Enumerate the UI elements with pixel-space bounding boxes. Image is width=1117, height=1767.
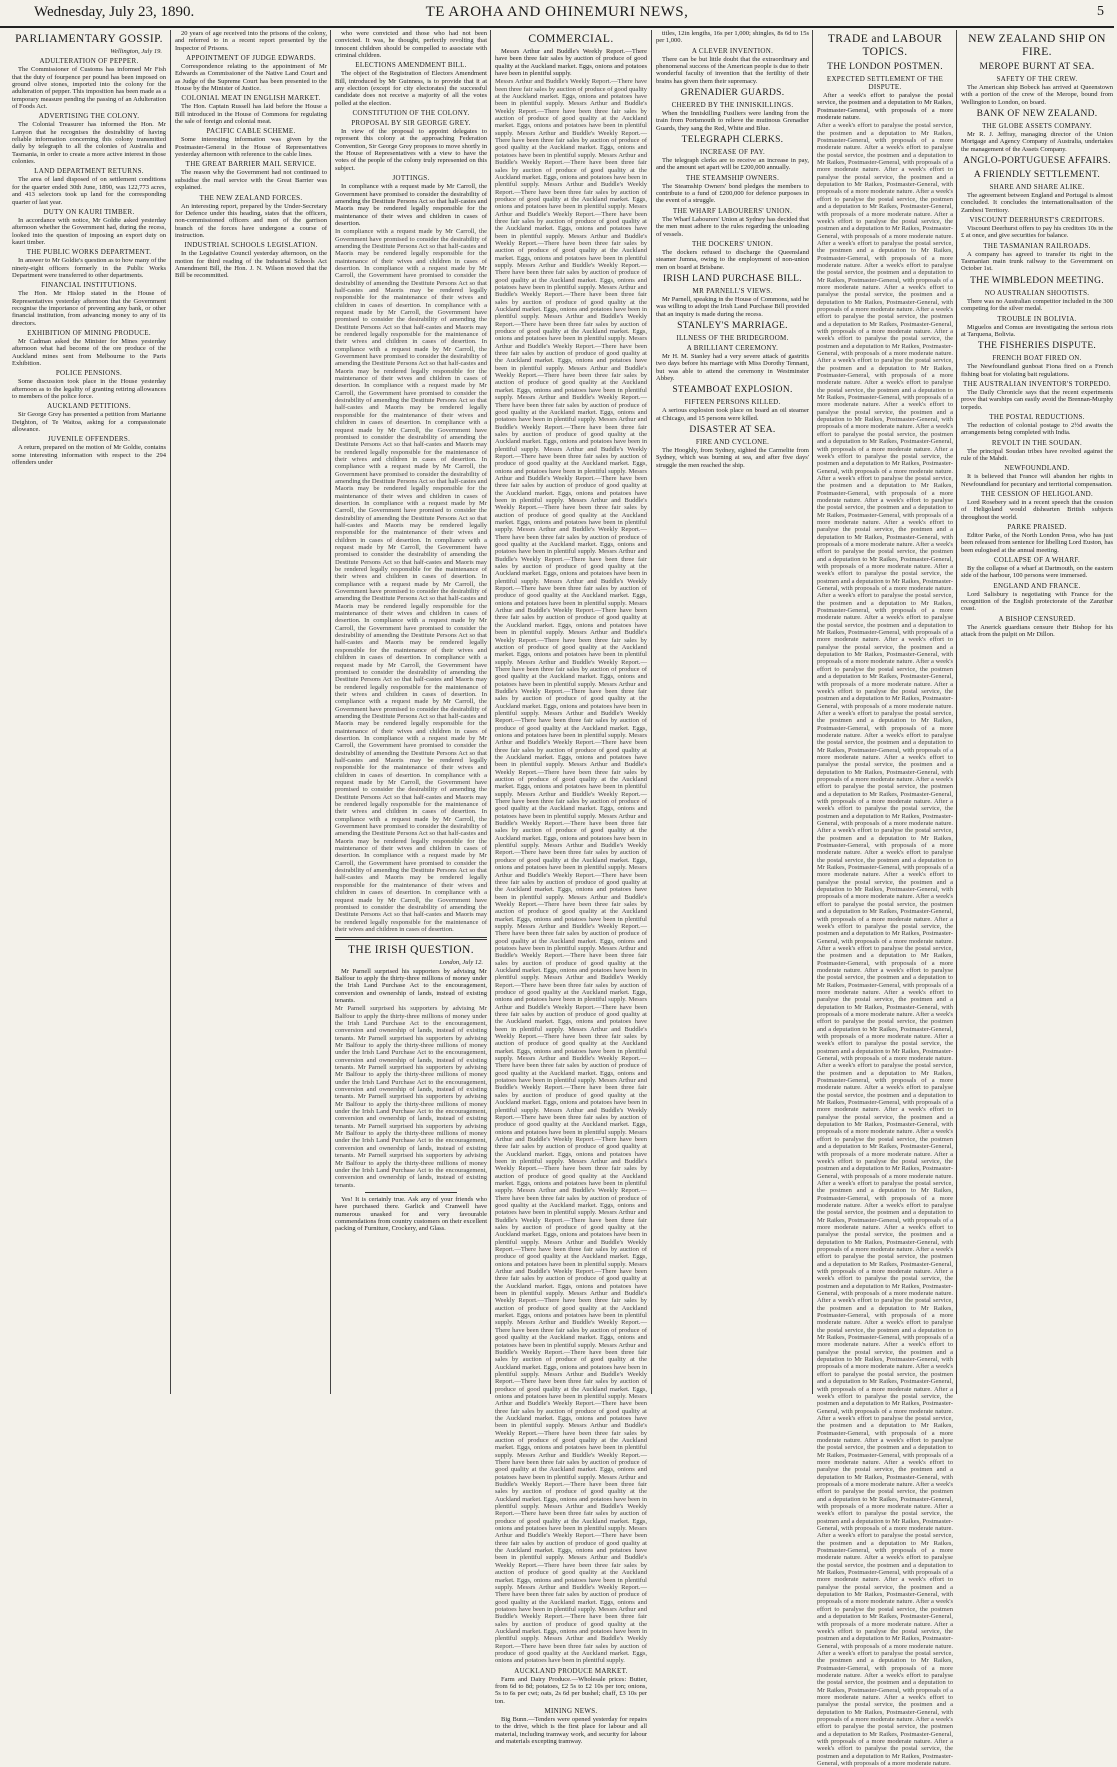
article-heading: ADVERTISING THE COLONY. xyxy=(38,112,140,121)
article-body: The American ship Bobeck has arrived at Queenstown with a portion of the crew of the Merope, bound from Wellington to London, on board. xyxy=(961,84,1113,106)
article-heading: A BISHOP CENSURED. xyxy=(998,614,1076,623)
column-1 xyxy=(8,30,170,1394)
article-list xyxy=(817,62,953,121)
article-body: The Hooghly, from Sydney, sighted the Carmelite from Sydney, which was burning at sea, and after five days' struggle the men reached the ship. xyxy=(656,446,809,469)
article-body: The Colonial Treasurer has informed the Hon. Mr Lanyon that he recognises the desirability of having reliable information concerning this colony transmitted daily by telegraph to all the colonies of Australia and Tasmania, in order to create a more active interest in those colonies. xyxy=(12,121,166,166)
article-heading: VISCOUNT DEERHURST'S CREDITORS. xyxy=(969,216,1105,225)
article-body: By the collapse of a wharf at Dartmouth, on the eastern side of the harbour, 100 persons were immersed. xyxy=(961,565,1113,580)
article-heading: DISASTER AT SEA. xyxy=(689,424,776,435)
article-heading: A FRIENDLY SETTLEMENT. xyxy=(973,170,1101,181)
masthead xyxy=(0,0,1114,28)
article-heading: A BRILLIANT CEREMONY. xyxy=(686,343,779,352)
advertisement: Yes! It is certainly true. Ask any of your friends who have purchased there. Garlick and Cranwell have numerous unasked for and very favourable commendations from country customers on their excellent packing of Furniture, Crockery, and Glass. xyxy=(335,1195,487,1233)
article-heading: THE FISHERIES DISPUTE. xyxy=(977,341,1097,352)
article-heading: PROPOSAL BY SIR GEORGE GREY. xyxy=(351,119,471,128)
article-body: Correspondence relating to the appointment of Mr Edwards as Commissioner of the Native Land Court and as Judge of the Supreme Court has been presented to the House by the Minister of Justice. xyxy=(175,63,327,93)
newspaper-title: TE AROHA AND OHINEMURI NEWS, xyxy=(425,4,689,20)
article-body: Some discussion took place in the House yesterday afternoon as to the legality of granting retiring allowances to members of the police force. xyxy=(12,378,166,401)
article-body: After a week's effort to paralyse the postal service, the postmen and a deputation to Mr Raikes, Postmaster-General, with proposals of a more moderate nature. xyxy=(817,92,953,122)
dateline: London, July 12. xyxy=(439,959,483,967)
article-body: A return, prepared on the motion of Mr Goldie, contains some interesting information with respect to the 294 offenders under xyxy=(12,444,166,467)
article-body: The dockers refused to discharge the Queensland steamer Jumna, owing to the employment of non-union men on board at Brisbane. xyxy=(656,248,809,271)
article-body: The agreement between England and Portugal is almost concluded. It concludes the internationalisation of the Zambesi Territory. xyxy=(961,192,1113,214)
article-heading: THE STEAMSHIP OWNERS. xyxy=(685,173,780,182)
article-body: The Hon. Mr Hislop stated in the House of Representatives yesterday afternoon that the Government recognise the importance of preventing any bank, or other financial institution, from advancing money to any of its directors. xyxy=(12,290,166,327)
article-heading: THE NEW ZEALAND FORCES. xyxy=(199,193,303,202)
trade-labour-heading: TRADE and LABOUR TOPICS. xyxy=(827,33,943,58)
article-heading: ANGLO-PORTUGUESE AFFAIRS. xyxy=(963,156,1111,167)
article-heading: MEROPE BURNT AT SEA. xyxy=(979,62,1095,72)
column-4 xyxy=(490,30,651,1746)
article-body: It is believed that France will abandon her rights in Newfoundland for pecuniary and territorial compensation. xyxy=(961,473,1113,488)
article-body: Lord Rosebery said in a recent speech that the cession of Heligoland would dishearten British subjects throughout the world. xyxy=(961,498,1113,521)
article-heading: CONSTITUTION OF THE COLONY. xyxy=(352,109,470,118)
commercial-filler: Messrs Arthur and Buddle's Weekly Report.—There have been three fair sales by auction of produce of good quality at the Auckland market. Eggs, onions and potatoes have been in plentiful supply. Messrs Arthur and Buddle's Weekly Report.—There have been three fair sales by auction of produce of good quality at the Auckland market. Eggs, onions and potatoes have been in plentiful supply. Messrs Arthur and Buddle's Weekly Report.—There have been three fair sales by auction of produce of good quality at the Auckland market. Eggs, onions and potatoes have been in plentiful supply. Messrs Arthur and Buddle's Weekly Report.—There have been three fair sales by auction of produce of good quality at the Auckland market. Eggs, onions and potatoes have been in plentiful supply. Messrs Arthur and Buddle's Weekly Report.—There have been three fair sales by auction of produce of good quality at the Auckland market. Eggs, onions and potatoes have been in plentiful supply. Messrs Arthur and Buddle's Weekly Report.—There have been three fair sales by auction of produce of good quality at the Auckland market. Eggs, onions and potatoes have been in plentiful supply. Messrs Arthur and Buddle's Weekly Report.—There have been three fair sales by auction of produce of good quality at the Auckland market. Eggs, onions and potatoes have been in plentiful supply. Messrs Arthur and Buddle's Weekly Report.—There have been three fair sales by auction of produce of good quality at the Auckland market. Eggs, onions and potatoes have been in plentiful supply. Messrs Arthur and Buddle's Weekly Report.—There have been three fair sales by auction of produce of good quality at the Auckland market. Eggs, onions and potatoes have been in plentiful supply. Messrs Arthur and Buddle's Weekly Report.—There have been three fair sales by auction of produce of good quality at the Auckland market. Eggs, onions and potatoes have been in plentiful supply. Messrs Arthur and Buddle's Weekly Report.—There have been three fair sales by auction of produce of good quality at the Auckland market. Eggs, onions and potatoes have been in plentiful supply. Messrs Arthur and Buddle's Weekly Report.—There have been three fair sales by auction of produce of good quality at the Auckland market. Eggs, onions and potatoes have been in plentiful supply. Messrs Arthur and Buddle's Weekly Report.—There have been three fair sales by auction of produce of good quality at the Auckland market. Eggs, onions and potatoes have been in plentiful supply. Messrs Arthur and Buddle's Weekly Report.—There have been three fair sales by auction of produce of good quality at the Auckland market. Eggs, onions and potatoes have been in plentiful supply. Messrs Arthur and Buddle's Weekly Report.—There have been three fair sales by auction of produce of good quality at the Auckland market. Eggs, onions and potatoes have been in plentiful supply. Messrs Arthur and Buddle's Weekly Report.—There have been three fair sales by auction of produce of good quality at the Auckland market. Eggs, onions and potatoes have been in plentiful supply. Messrs Arthur and Buddle's Weekly Report.—There have been three fair sales by auction of produce of good quality at the Auckland market. Eggs, onions and potatoes have been in plentiful supply. Messrs Arthur and Buddle's Weekly Report.—There have been three fair sales by auction of produce of good quality at the Auckland market. Eggs, onions and potatoes have been in plentiful supply. Messrs Arthur and Buddle's Weekly Report.—There have been three fair sales by auction of produce of good quality at the Auckland market. Eggs, onions and potatoes have been in plentiful supply. Messrs Arthur and Buddle's Weekly Report.—There have been three fair sales by auction of produce of good quality at the Auckland market. Eggs, onions and potatoes have been in plentiful supply. Messrs Arthur and Buddle's Weekly Report.—There have been three fair sales by auction of produce of good quality at the Auckland market. Eggs, onions and potatoes have been in plentiful supply. Messrs Arthur and Buddle's Weekly Report.—There have been three fair sales by auction of produce of good quality at the Auckland market. Eggs, onions and potatoes have been in plentiful supply. Messrs Arthur and Buddle's Weekly Report.—There have been three fair sales by auction of produce of good quality at the Auckland market. Eggs, onions and potatoes have been in plentiful supply. Messrs Arthur and Buddle's Weekly Report.—There have been three fair sales by auction of produce of good quality at the Auckland market. Eggs, onions and potatoes have been in plentiful supply. Messrs Arthur and Buddle's Weekly Report.—There have been three fair sales by auction of produce of good quality at the Auckland market. Eggs, onions and potatoes have been in plentiful supply. Messrs Arthur and Buddle's Weekly Report.—There have been three fair sales by auction of produce of good quality at the Auckland market. Eggs, onions and potatoes have been in plentiful supply. Messrs Arthur and Buddle's Weekly Report.—There have been three fair sales by auction of produce of good quality at the Auckland market. Eggs, onions and potatoes have been in plentiful supply. Messrs Arthur and Buddle's Weekly Report.—There have been three fair sales by auction of produce of good quality at the Auckland market. Eggs, onions and potatoes have been in plentiful supply. Messrs Arthur and Buddle's Weekly Report.—There have been three fair sales by auction of produce of good quality at the Auckland market. Eggs, onions and potatoes have been in plentiful supply. Messrs Arthur and Buddle's Weekly Report.—There have been three fair sales by auction of produce of good quality at the Auckland market. Eggs, onions and potatoes have been in plentiful supply. Messrs Arthur and Buddle's Weekly Report.—There have been three fair sales by auction of produce of good quality at the Auckland market. Eggs, onions and potatoes have been in plentiful supply. Messrs Arthur and Buddle's Weekly Report.—There have been three fair sales by auction of produce of good quality at the Auckland market. Eggs, onions and potatoes have been in plentiful supply. Messrs Arthur and Buddle's Weekly Report.—There have been three fair sales by auction of produce of good quality at the Auckland market. Eggs, onions and potatoes have been in plentiful supply. Messrs Arthur and Buddle's Weekly Report.—There have been three fair sales by auction of produce of good quality at the Auckland market. Eggs, onions and potatoes have been in plentiful supply. Messrs Arthur and Buddle's Weekly Report.—There have been three fair sales by auction of produce of good quality at the Auckland market. Eggs, onions and potatoes have been in plentiful supply. Messrs Arthur and Buddle's Weekly Report.—There have been three fair sales by auction of produce of good quality at the Auckland market. Eggs, onions and potatoes have been in plentiful supply. Messrs Arthur and Buddle's Weekly Report.—There have been three fair sales by auction of produce of good quality at the Auckland market. Eggs, onions and potatoes have been in plentiful supply. Messrs Arthur and Buddle's Weekly Report.—There have been three fair sales by auction of produce of good quality at the Auckland market. Eggs, onions and potatoes have been in plentiful supply. Messrs Arthur and Buddle's Weekly Report.—There have been three fair sales by auction of produce of good quality at the Auckland market. Eggs, onions and potatoes have been in plentiful supply. Messrs Arthur and Buddle's Weekly Report.—There have been three fair sales by auction of produce of good quality at the Auckland market. Eggs, onions and potatoes have been in plentiful supply. Messrs Arthur and Buddle's Weekly Report.—There have been three fair sales by auction of produce of good quality at the Auckland market. Eggs, onions and potatoes have been in plentiful supply. Messrs Arthur and Buddle's Weekly Report.—There have been three fair sales by auction of produce of good quality at the Auckland market. Eggs, onions and potatoes have been in plentiful supply. Messrs Arthur and Buddle's Weekly Report.—There have been three fair sales by auction of produce of good quality at the Auckland market. Eggs, onions and potatoes have been in plentiful supply. Messrs Arthur and Buddle's Weekly Report.—There have been three fair sales by auction of produce of good quality at the Auckland market. Eggs, onions and potatoes have been in plentiful supply. Messrs Arthur and Buddle's Weekly Report.—There have been three fair sales by auction of produce of good quality at the Auckland market. Eggs, onions and potatoes have been in plentiful supply. Messrs Arthur and Buddle's Weekly Report.—There have been three fair sales by auction of produce of good quality at the Auckland market. Eggs, onions and potatoes have been in plentiful supply. Messrs Arthur and Buddle's Weekly Report.—There have been three fair sales by auction of produce of good quality at the Auckland market. Eggs, onions and potatoes have been in plentiful supply. Messrs Arthur and Buddle's Weekly Report.—There have been three fair sales by auction of produce of good quality at the Auckland market. Eggs, onions and potatoes have been in plentiful supply. Messrs Arthur and Buddle's Weekly Report.—There have been three fair sales by auction of produce of good quality at the Auckland market. Eggs, onions and potatoes have been in plentiful supply. Messrs Arthur and Buddle's Weekly Report.—There have been three fair sales by auction of produce of good quality at the Auckland market. Eggs, onions and potatoes have been in plentiful supply. Messrs Arthur and Buddle's Weekly Report.—There have been three fair sales by auction of produce of good quality at the Auckland market. Eggs, onions and potatoes have been in plentiful supply. Messrs Arthur and Buddle's Weekly Report.—There have been three fair sales by auction of produce of good quality at the Auckland market. Eggs, onions and potatoes have been in plentiful supply. Messrs Arthur and Buddle's Weekly Report.—There have been three fair sales by auction of produce of good quality at the Auckland market. Eggs, onions and potatoes have been in plentiful supply. Messrs Arthur and Buddle's Weekly Report.—There have been three fair sales by auction of produce of good quality at the Auckland market. Eggs, onions and potatoes have been in plentiful supply. Messrs Arthur and Buddle's Weekly Report.—There have been three fair sales by auction of produce of good quality at the Auckland market. Eggs, onions and potatoes have been in plentiful supply. Messrs Arthur and Buddle's Weekly Report.—There have been three fair sales by auction of produce of good quality at the Auckland market. Eggs, onions and potatoes have been in plentiful supply. Messrs Arthur and Buddle's Weekly Report.—There have been three fair sales by auction of produce of good quality at the Auckland market. Eggs, onions and potatoes have been in plentiful supply. Messrs Arthur and Buddle's Weekly Report.—There have been three fair sales by auction of produce of good quality at the Auckland market. Eggs, onions and potatoes have been in plentiful supply. Messrs Arthur and Buddle's Weekly Report.—There have been three fair sales by auction of produce of good quality at the Auckland market. Eggs, onions and potatoes have been in plentiful supply. Messrs Arthur and Buddle's Weekly Report.—There have been three fair sales by auction of produce of good quality at the Auckland market. Eggs, onions and potatoes have been in plentiful supply. xyxy=(495,78,647,1665)
article-heading: THE POSTAL REDUCTIONS. xyxy=(989,412,1085,421)
section-heading: PARLIAMENTARY GOSSIP. xyxy=(15,33,163,45)
article-heading: COLONIAL MEAT IN ENGLISH MARKET. xyxy=(181,94,321,103)
trade-filler: After a week's effort to paralyse the postal service, the postmen and a deputation to Mr Raikes, Postmaster-General, with proposals of a more moderate nature. After a week's effort to paralyse the postal service, the postmen and a deputation to Mr Raikes, Postmaster-General, with proposals of a more moderate nature. After a week's effort to paralyse the postal service, the postmen and a deputation to Mr Raikes, Postmaster-General, with proposals of a more moderate nature. After a week's effort to paralyse the postal service, the postmen and a deputation to Mr Raikes, Postmaster-General, with proposals of a more moderate nature. After a week's effort to paralyse the postal service, the postmen and a deputation to Mr Raikes, Postmaster-General, with proposals of a more moderate nature. After a week's effort to paralyse the postal service, the postmen and a deputation to Mr Raikes, Postmaster-General, with proposals of a more moderate nature. After a week's effort to paralyse the postal service, the postmen and a deputation to Mr Raikes, Postmaster-General, with proposals of a more moderate nature. After a week's effort to paralyse the postal service, the postmen and a deputation to Mr Raikes, Postmaster-General, with proposals of a more moderate nature. After a week's effort to paralyse the postal service, the postmen and a deputation to Mr Raikes, Postmaster-General, with proposals of a more moderate nature. After a week's effort to paralyse the postal service, the postmen and a deputation to Mr Raikes, Postmaster-General, with proposals of a more moderate nature. After a week's effort to paralyse the postal service, the postmen and a deputation to Mr Raikes, Postmaster-General, with proposals of a more moderate nature. After a week's effort to paralyse the postal service, the postmen and a deputation to Mr Raikes, Postmaster-General, with proposals of a more moderate nature. After a week's effort to paralyse the postal service, the postmen and a deputation to Mr Raikes, Postmaster-General, with proposals of a more moderate nature. After a week's effort to paralyse the postal service, the postmen and a deputation to Mr Raikes, Postmaster-General, with proposals of a more moderate nature. After a week's effort to paralyse the postal service, the postmen and a deputation to Mr Raikes, Postmaster-General, with proposals of a more moderate nature. After a week's effort to paralyse the postal service, the postmen and a deputation to Mr Raikes, Postmaster-General, with proposals of a more moderate nature. After a week's effort to paralyse the postal service, the postmen and a deputation to Mr Raikes, Postmaster-General, with proposals of a more moderate nature. After a week's effort to paralyse the postal service, the postmen and a deputation to Mr Raikes, Postmaster-General, with proposals of a more moderate nature. After a week's effort to paralyse the postal service, the postmen and a deputation to Mr Raikes, Postmaster-General, with proposals of a more moderate nature. After a week's effort to paralyse the postal service, the postmen and a deputation to Mr Raikes, Postmaster-General, with proposals of a more moderate nature. After a week's effort to paralyse the postal service, the postmen and a deputation to Mr Raikes, Postmaster-General, with proposals of a more moderate nature. After a week's effort to paralyse the postal service, the postmen and a deputation to Mr Raikes, Postmaster-General, with proposals of a more moderate nature. After a week's effort to paralyse the postal service, the postmen and a deputation to Mr Raikes, Postmaster-General, with proposals of a more moderate nature. After a week's effort to paralyse the postal service, the postmen and a deputation to Mr Raikes, Postmaster-General, with proposals of a more moderate nature. After a week's effort to paralyse the postal service, the postmen and a deputation to Mr Raikes, Postmaster-General, with proposals of a more moderate nature. After a week's effort to paralyse the postal service, the postmen and a deputation to Mr Raikes, Postmaster-General, with proposals of a more moderate nature. After a week's effort to paralyse the postal service, the postmen and a deputation to Mr Raikes, Postmaster-General, with proposals of a more moderate nature. After a week's effort to paralyse the postal service, the postmen and a deputation to Mr Raikes, Postmaster-General, with proposals of a more moderate nature. After a week's effort to paralyse the postal service, the postmen and a deputation to Mr Raikes, Postmaster-General, with proposals of a more moderate nature. After a week's effort to paralyse the postal service, the postmen and a deputation to Mr Raikes, Postmaster-General, with proposals of a more moderate nature. After a week's effort to paralyse the postal service, the postmen and a deputation to Mr Raikes, Postmaster-General, with proposals of a more moderate nature. After a week's effort to paralyse the postal service, the postmen and a deputation to Mr Raikes, Postmaster-General, with proposals of a more moderate nature. After a week's effort to paralyse the postal service, the postmen and a deputation to Mr Raikes, Postmaster-General, with proposals of a more moderate nature. After a week's effort to paralyse the postal service, the postmen and a deputation to Mr Raikes, Postmaster-General, with proposals of a more moderate nature. After a week's effort to paralyse the postal service, the postmen and a deputation to Mr Raikes, Postmaster-General, with proposals of a more moderate nature. After a week's effort to paralyse the postal service, the postmen and a deputation to Mr Raikes, Postmaster-General, with proposals of a more moderate nature. After a week's effort to paralyse the postal service, the postmen and a deputation to Mr Raikes, Postmaster-General, with proposals of a more moderate nature. After a week's effort to paralyse the postal service, the postmen and a deputation to Mr Raikes, Postmaster-General, with proposals of a more moderate nature. After a week's effort to paralyse the postal service, the postmen and a deputation to Mr Raikes, Postmaster-General, with proposals of a more moderate nature. After a week's effort to paralyse the postal service, the postmen and a deputation to Mr Raikes, Postmaster-General, with proposals of a more moderate nature. After a week's effort to paralyse the postal service, the postmen and a deputation to Mr Raikes, Postmaster-General, with proposals of a more moderate nature. After a week's effort to paralyse the postal service, the postmen and a deputation to Mr Raikes, Postmaster-General, with proposals of a more moderate nature. After a week's effort to paralyse the postal service, the postmen and a deputation to Mr Raikes, Postmaster-General, with proposals of a more moderate nature. After a week's effort to paralyse the postal service, the postmen and a deputation to Mr Raikes, Postmaster-General, with proposals of a more moderate nature. After a week's effort to paralyse the postal service, the postmen and a deputation to Mr Raikes, Postmaster-General, with proposals of a more moderate nature. After a week's effort to paralyse the postal service, the postmen and a deputation to Mr Raikes, Postmaster-General, with proposals of a more moderate nature. After a week's effort to paralyse the postal service, the postmen and a deputation to Mr Raikes, Postmaster-General, with proposals of a more moderate nature. After a week's effort to paralyse the postal service, the postmen and a deputation to Mr Raikes, Postmaster-General, with proposals of a more moderate nature. After a week's effort to paralyse the postal service, the postmen and a deputation to Mr Raikes, Postmaster-General, with proposals of a more moderate nature. After a week's effort to paralyse the postal service, the postmen and a deputation to Mr Raikes, Postmaster-General, with proposals of a more moderate nature. After a week's effort to paralyse the postal service, the postmen and a deputation to Mr Raikes, Postmaster-General, with proposals of a more moderate nature. After a week's effort to paralyse the postal service, the postmen and a deputation to Mr Raikes, Postmaster-General, with proposals of a more moderate nature. After a week's effort to paralyse the postal service, the postmen and a deputation to Mr Raikes, Postmaster-General, with proposals of a more moderate nature. After a week's effort to paralyse the postal service, the postmen and a deputation to Mr Raikes, Postmaster-General, with proposals of a more moderate nature. After a week's effort to paralyse the postal service, the postmen and a deputation to Mr Raikes, Postmaster-General, with proposals of a more moderate nature. After a week's effort to paralyse the postal service, the postmen and a deputation to Mr Raikes, Postmaster-General, with proposals of a more moderate nature. After a week's effort to paralyse the postal service, the postmen and a deputation to Mr Raikes, Postmaster-General, with proposals of a more moderate nature. After a week's effort to paralyse the postal service, the postmen and a deputation to Mr Raikes, Postmaster-General, with proposals of a more moderate nature. After a week's effort to paralyse the postal service, the postmen and a deputation to Mr Raikes, Postmaster-General, with proposals of a more moderate nature. After a week's effort to paralyse the postal service, the postmen and a deputation to Mr Raikes, Postmaster-General, with proposals of a more moderate nature. After a week's effort to paralyse the postal service, the postmen and a deputation to Mr Raikes, Postmaster-General, with proposals of a more moderate nature. After a week's effort to paralyse the postal service, the postmen and a deputation to Mr Raikes, Postmaster-General, with proposals of a more moderate nature. After a week's effort to paralyse the postal service, the postmen and a deputation to Mr Raikes, Postmaster-General, with proposals of a more moderate nature. After a week's effort to paralyse the postal service, the postmen and a deputation to Mr Raikes, Postmaster-General, with proposals of a more moderate nature. After a week's effort to paralyse the postal service, the postmen and a deputation to Mr Raikes, Postmaster-General, with proposals of a more moderate nature. After a week's effort to paralyse the postal service, the postmen and a deputation to Mr Raikes, Postmaster-General, with proposals of a more moderate nature. After a week's effort to paralyse the postal service, the postmen and a deputation to Mr Raikes, Postmaster-General, with proposals of a more moderate nature. After a week's effort to paralyse the postal service, the postmen and a deputation to Mr Raikes, Postmaster-General, with proposals of a more moderate nature. After a week's effort to paralyse the postal service, the postmen and a deputation to Mr Raikes, Postmaster-General, with proposals of a more moderate nature. After a week's effort to paralyse the postal service, the postmen and a deputation to Mr Raikes, Postmaster-General, with proposals of a more moderate nature. xyxy=(817,122,953,1767)
article-heading: NEWFOUNDLAND. xyxy=(1004,464,1070,473)
article-heading: TROUBLE IN BOLIVIA. xyxy=(997,314,1077,323)
article-body: The reason why the Government had not continued to subsidise the mail service with the Great Barrier was explained. xyxy=(175,169,327,192)
article-list xyxy=(12,57,166,466)
article-body: Sir George Grey has presented a petition from Marianne Deighton, of Te Waitoa, asking for a compassionate allowance. xyxy=(12,411,166,434)
article-body: The Daily Chronicle says that the recent experiments prove that warships can easily avoid the Brennan-Murphy torpedo. xyxy=(961,388,1113,411)
article-heading: THE LONDON POSTMEN. xyxy=(827,62,943,72)
article-body: The Newfoundland gunboat Fiona fired on a French fishing boat for violating bait regulations. xyxy=(961,363,1113,378)
column-6 xyxy=(812,30,957,1767)
article-body: In accordance with notice, Mr Goldie asked yesterday afternoon whether the Government had, during the recess, looked into the question of imposing an export duty on kauri timber. xyxy=(12,216,166,246)
article-body: The area of land disposed of on settlement conditions for the quarter ended 30th June, 1890, was 122,773 acres, and 413 selectors took up land for the corresponding quarter of last year. xyxy=(12,176,166,206)
article-heading: THE GREAT BARRIER MAIL SERVICE. xyxy=(185,160,317,169)
article-body: Farm and Dairy Produce.—Wholesale prices: Butter, from 6d to 8d; potatoes, £2 5s to £2 10s per ton; onions, 5s to 6s per cwt; oats, 2s 6d per bushel; chaff, £3 10s per ton. xyxy=(495,1675,647,1705)
article-body: An interesting report, prepared by the Under-Secretary for Defence under this heading, states that the officers, non-commissioned officers and men of the garrison branch of the forces have undergone a course of instruction. xyxy=(175,202,327,239)
article-heading: TELEGRAPH CLERKS. xyxy=(681,135,784,146)
article-heading: THE WIMBLEDON MEETING. xyxy=(970,275,1104,286)
article-body: When the Inniskilling Fusiliers were landing from the train from Portsmouth to relieve the mutinous Grenadier Guards, they sang the Red, White and Blue. xyxy=(656,110,809,132)
article-heading: COLLAPSE OF A WHARF. xyxy=(993,556,1081,565)
article-heading: SHARE AND SHARE ALIKE. xyxy=(989,183,1085,192)
article-heading: POLICE PENSIONS. xyxy=(55,369,123,378)
article-heading: FRENCH BOAT FIRED ON. xyxy=(992,354,1082,363)
article-body: Big Bunn.—Tenders were opened yesterday for repairs to the drive, which is the first place for labour and all material, including tramway work, and security for labour and materials excepting tramway. xyxy=(495,1716,647,1746)
article-body: Lord Salisbury is negotiating with France for the recognition of the English protectorate of the Zanzibar coast. xyxy=(961,590,1113,613)
article-heading: THE WHARF LABOURERS' UNION. xyxy=(672,206,793,215)
article-body: In view of the proposal to appoint delegates to represent this colony at the approaching Federation Convention, Sir George Grey proposes to move shortly in the House of Representatives with a view to have the votes of the people of the colony truly represented on this subject. xyxy=(335,128,487,172)
article-heading: ILLNESS OF THE BRIDEGROOM. xyxy=(676,333,789,342)
article-heading: INCREASE OF PAY. xyxy=(699,148,766,157)
article-body: Miguelos and Comus are investigating the serious riots at Tarquena, Bolivia. xyxy=(961,323,1113,338)
article-heading: AUCKLAND PETITIONS. xyxy=(47,402,131,411)
article-body: A serious explosion took place on board an oil steamer at Chicago, and 15 persons were killed. xyxy=(656,407,809,422)
article-heading: EXPECTED SETTLEMENT OF THE DISPUTE. xyxy=(826,75,944,91)
article-body: The Hon. Captain Russell has laid before the House a Bill introduced in the House of Commons for regulating the sale of foreign and colonial meat. xyxy=(175,103,327,126)
column-5 xyxy=(651,30,813,1394)
page-number: 5 xyxy=(1097,4,1104,19)
article-body: Editor Parke, of the North London Press, who has just been released from sentence for libelling Lord Euston, has been eulogised at the annual meeting. xyxy=(961,532,1113,554)
irish-heading: THE IRISH QUESTION. xyxy=(347,944,475,957)
article-list xyxy=(656,47,809,469)
divider xyxy=(335,937,487,940)
article-body: The telegraph clerks are to receive an increase in pay, and the amount set apart will be £200,000 annually. xyxy=(656,157,809,172)
article-heading: SAFETY OF THE CREW. xyxy=(996,75,1078,83)
article-heading: DUTY ON KAURI TIMBER. xyxy=(43,207,135,216)
article-list xyxy=(495,1667,647,1746)
article-heading: LAND DEPARTMENT RETURNS. xyxy=(34,167,144,176)
article-heading: MR PARNELL'S VIEWS. xyxy=(692,286,773,295)
article-heading: CHEERED BY THE INNISKILLINGS. xyxy=(671,101,794,110)
ship-fire-heading: NEW ZEALAND SHIP ON FIRE. xyxy=(968,33,1106,58)
irish-filler: Mr Parnell surprised his supporters by advising Mr Balfour to apply the thirty-three millions of money under the Irish Land Purchase Act to the encouragement, conversion and ownership of lands, instead of existing tenants. Mr Parnell surprised his supporters by advising Mr Balfour to apply the thirty-three millions of money under the Irish Land Purchase Act to the encouragement, conversion and ownership of lands, instead of existing tenants. Mr Parnell surprised his supporters by advising Mr Balfour to apply the thirty-three millions of money under the Irish Land Purchase Act to the encouragement, conversion and ownership of lands, instead of existing tenants. Mr Parnell surprised his supporters by advising Mr Balfour to apply the thirty-three millions of money under the Irish Land Purchase Act to the encouragement, conversion and ownership of lands, instead of existing tenants. Mr Parnell surprised his supporters by advising Mr Balfour to apply the thirty-three millions of money under the Irish Land Purchase Act to the encouragement, conversion and ownership of lands, instead of existing tenants. Mr Parnell surprised his supporters by advising Mr Balfour to apply the thirty-three millions of money under the Irish Land Purchase Act to the encouragement, conversion and ownership of lands, instead of existing tenants. xyxy=(335,1005,487,1189)
article-continuation: who were convicted and those who had not been convicted. It was, he thought, perfectly revolting that innocent children should be compelled to associate with criminal children. xyxy=(335,30,487,60)
article-heading: IRISH LAND PURCHASE BILL. xyxy=(663,273,802,284)
commercial-heading: COMMERCIAL. xyxy=(528,33,614,45)
article-body: The Wharf Labourers' Union at Sydney has decided that the men must adhere to the rules regarding the unloading of vessels. xyxy=(656,215,809,238)
article-heading: INDUSTRIAL SCHOOLS LEGISLATION. xyxy=(184,241,318,250)
article-heading: APPOINTMENT OF JUDGE EDWARDS. xyxy=(186,54,316,63)
article-body: A company has agreed to transfer its right in the Tasmanian main trunk railway to the Government on October 1st. xyxy=(961,250,1113,273)
article-continuation: 20 years of age received into the prisons of the colony, and referred to in a recent report presented by the Inspector of Prisons. xyxy=(175,30,327,52)
article-body: Mr R. J. Jeffray, managing director of the Union Mortgage and Agency Company of Australia, undertakes the management of the Assets Company. xyxy=(961,131,1113,153)
dateline: Wellington, July 19. xyxy=(110,48,162,55)
article-heading: THE GLOBE ASSETS COMPANY. xyxy=(982,122,1092,131)
column-2 xyxy=(170,30,331,1394)
article-heading: STANLEY'S MARRIAGE. xyxy=(677,320,788,331)
article-heading: ELECTIONS AMENDMENT BILL. xyxy=(355,61,467,70)
article-body: In the Legislative Council yesterday afternoon, on the motion for third reading of the Industrial Schools Act Amendment Bill, the Hon. J. N. Wilson moved that the Bill be recommitted. xyxy=(175,250,327,280)
article-body: Some interesting information was given by the Postmaster-General in the House of Representatives yesterday afternoon with reference to the cable lines. xyxy=(175,136,327,159)
article-heading: THE DOCKERS' UNION. xyxy=(691,239,774,248)
article-body: The Anerick guardians censure their Bishop for his attack from the pulpit on Mr Dillon. xyxy=(961,623,1113,639)
divider xyxy=(365,1192,457,1193)
article-body: Viscount Deerhurst offers to pay his creditors 10s in the £ at once, and give securities for balance. xyxy=(961,225,1113,240)
column-3 xyxy=(330,30,491,1394)
article-heading: GRENADIER GUARDS. xyxy=(680,88,785,99)
article-body: Mr Parnell, speaking in the House of Commons, said he was willing to adopt the Irish Land Purchase Bill provided that an inquiry is made during the recess. xyxy=(656,295,809,318)
column-7 xyxy=(956,30,1117,1394)
article-heading: JUVENILE OFFENDERS. xyxy=(47,435,131,444)
article-heading: PACIFIC CABLE SCHEME. xyxy=(206,127,296,136)
article-heading: FIFTEEN PERSONS KILLED. xyxy=(684,398,781,407)
article-body: The object of the Registration of Electors Amendment Bill, introduced by Mr Guinness, is to provide that it at any election (except for city electorates) the successful candidate does not receive a majority of all the votes polled at the election. xyxy=(335,70,487,107)
article-body: In answer to Mr Goldie's question as to how many of the ninety-eight officers formerly in the Public Works Department were transferred to other departments. xyxy=(12,257,166,279)
article-heading: ENGLAND AND FRANCE. xyxy=(993,581,1081,590)
article-heading: MINING NEWS. xyxy=(544,1707,598,1715)
article-heading: NO AUSTRALIAN SHOOTISTS. xyxy=(984,288,1090,297)
article-list xyxy=(961,62,1113,638)
article-heading: STEAMBOAT EXPLOSION. xyxy=(672,385,793,396)
article-body: Mr H. M. Stanley had a very severe attack of gastritis two days before his marriage with Miss Dorothy Tennant, but was able to attend the ceremony in Westminster Abbey. xyxy=(656,352,809,382)
article-heading: THE TASMANIAN RAILROADS. xyxy=(983,241,1091,250)
article-continuation: titles, 12in lengths, 16s per 1,000; shingles, 8s 6d to 15s per 1,000. xyxy=(656,30,809,45)
article-heading: FIRE AND CYCLONE. xyxy=(695,437,770,446)
article-body: The principal Soudan tribes have revolted against the rule of the Mahdi. xyxy=(961,447,1113,462)
article-body: There was no Australian competitor included in the 300 competing for the silver medal. xyxy=(961,297,1113,313)
article-body: There can be but little doubt that the extraordinary and phenomenal success of the American people is due to their wonderful faculty of invention that the fertility of their brains has given them their supremacy. xyxy=(656,55,809,85)
article-heading: EXHIBITION OF MINING PRODUCE. xyxy=(27,328,151,337)
jottings-body: In compliance with a request made by Mr Carroll, the Government have promised to consider the desirability of amending the Destitute Persons Act so that half-castes and Maoris may be rendered legally responsible for the maintenance of their wives and children in cases of desertion. xyxy=(335,183,487,227)
article-heading: FINANCIAL INSTITUTIONS. xyxy=(41,281,137,290)
article-heading: THE PUBLIC WORKS DEPARTMENT. xyxy=(26,248,152,257)
issue-date: Wednesday, July 23, 1890. xyxy=(34,4,195,20)
article-body: The reduction of colonial postage to 2½d awaits the arrangements being completed with India. xyxy=(961,421,1113,437)
article-heading: PARKE PRAISED. xyxy=(1007,523,1067,531)
jottings-filler: In compliance with a request made by Mr Carroll, the Government have promised to consider the desirability of amending the Destitute Persons Act so that half-castes and Maoris may be rendered legally responsible for the maintenance of their wives and children in cases of desertion. In compliance with a request made by Mr Carroll, the Government have promised to consider the desirability of amending the Destitute Persons Act so that half-castes and Maoris may be rendered legally responsible for the maintenance of their wives and children in cases of desertion. In compliance with a request made by Mr Carroll, the Government have promised to consider the desirability of amending the Destitute Persons Act so that half-castes and Maoris may be rendered legally responsible for the maintenance of their wives and children in cases of desertion. In compliance with a request made by Mr Carroll, the Government have promised to consider the desirability of amending the Destitute Persons Act so that half-castes and Maoris may be rendered legally responsible for the maintenance of their wives and children in cases of desertion. In compliance with a request made by Mr Carroll, the Government have promised to consider the desirability of amending the Destitute Persons Act so that half-castes and Maoris may be rendered legally responsible for the maintenance of their wives and children in cases of desertion. In compliance with a request made by Mr Carroll, the Government have promised to consider the desirability of amending the Destitute Persons Act so that half-castes and Maoris may be rendered legally responsible for the maintenance of their wives and children in cases of desertion. In compliance with a request made by Mr Carroll, the Government have promised to consider the desirability of amending the Destitute Persons Act so that half-castes and Maoris may be rendered legally responsible for the maintenance of their wives and children in cases of desertion. In compliance with a request made by Mr Carroll, the Government have promised to consider the desirability of amending the Destitute Persons Act so that half-castes and Maoris may be rendered legally responsible for the maintenance of their wives and children in cases of desertion. In compliance with a request made by Mr Carroll, the Government have promised to consider the desirability of amending the Destitute Persons Act so that half-castes and Maoris may be rendered legally responsible for the maintenance of their wives and children in cases of desertion. In compliance with a request made by Mr Carroll, the Government have promised to consider the desirability of amending the Destitute Persons Act so that half-castes and Maoris may be rendered legally responsible for the maintenance of their wives and children in cases of desertion. In compliance with a request made by Mr Carroll, the Government have promised to consider the desirability of amending the Destitute Persons Act so that half-castes and Maoris may be rendered legally responsible for the maintenance of their wives and children in cases of desertion. In compliance with a request made by Mr Carroll, the Government have promised to consider the desirability of amending the Destitute Persons Act so that half-castes and Maoris may be rendered legally responsible for the maintenance of their wives and children in cases of desertion. In compliance with a request made by Mr Carroll, the Government have promised to consider the desirability of amending the Destitute Persons Act so that half-castes and Maoris may be rendered legally responsible for the maintenance of their wives and children in cases of desertion. In compliance with a request made by Mr Carroll, the Government have promised to consider the desirability of amending the Destitute Persons Act so that half-castes and Maoris may be rendered legally responsible for the maintenance of their wives and children in cases of desertion. In compliance with a request made by Mr Carroll, the Government have promised to consider the desirability of amending the Destitute Persons Act so that half-castes and Maoris may be rendered legally responsible for the maintenance of their wives and children in cases of desertion. In compliance with a request made by Mr Carroll, the Government have promised to consider the desirability of amending the Destitute Persons Act so that half-castes and Maoris may be rendered legally responsible for the maintenance of their wives and children in cases of desertion. In compliance with a request made by Mr Carroll, the Government have promised to consider the desirability of amending the Destitute Persons Act so that half-castes and Maoris may be rendered legally responsible for the maintenance of their wives and children in cases of desertion. In compliance with a request made by Mr Carroll, the Government have promised to consider the desirability of amending the Destitute Persons Act so that half-castes and Maoris may be rendered legally responsible for the maintenance of their wives and children in cases of desertion. xyxy=(335,228,487,933)
article-heading: REVOLT IN THE SOUDAN. xyxy=(991,438,1083,447)
article-body: The Commissioner of Customs has informed Mr Fish that the duty of fourpence per pound has been imposed on ground olive stones, imported into the colony for the adulteration of pepper. This imposition has been made as a temporary measure pending the passing of an Adulteration of Foods Act. xyxy=(12,66,166,111)
article-heading: BANK OF NEW ZEALAND. xyxy=(976,109,1098,120)
article-heading: A CLEVER INVENTION. xyxy=(691,46,774,55)
article-list xyxy=(175,54,327,280)
article-heading: THE CESSION OF HELIGOLAND. xyxy=(980,489,1094,498)
article-list xyxy=(335,61,487,172)
article-heading: AUCKLAND PRODUCE MARKET. xyxy=(514,1666,628,1675)
jottings-heading: JOTTINGS. xyxy=(392,174,430,183)
article-heading: THE AUSTRALIAN INVENTOR'S TORPEDO. xyxy=(963,379,1111,388)
commercial-body: Messrs Arthur and Buddle's Weekly Report.—There have been three fair sales by auction of produce of good quality at the Auckland market. Eggs, onions and potatoes have been in plentiful supply. xyxy=(495,48,647,78)
irish-body: Mr Parnell surprised his supporters by advising Mr Balfour to apply the thirty-three millions of money under the Irish Land Purchase Act to the encouragement, conversion and ownership of lands, instead of existing tenants. xyxy=(335,967,487,1004)
article-body: Mr Cadman asked the Minister for Mines yesterday afternoon what had become of the ore produce of the Auckland mines sent from Melbourne to the Paris Exhibition. xyxy=(12,337,166,367)
article-heading: ADULTERATION OF PEPPER. xyxy=(39,57,139,66)
article-body: The Steamship Owners' bond pledges the members to contribute to a fund of £200,000 for defence purposes in the event of a struggle. xyxy=(656,182,809,205)
